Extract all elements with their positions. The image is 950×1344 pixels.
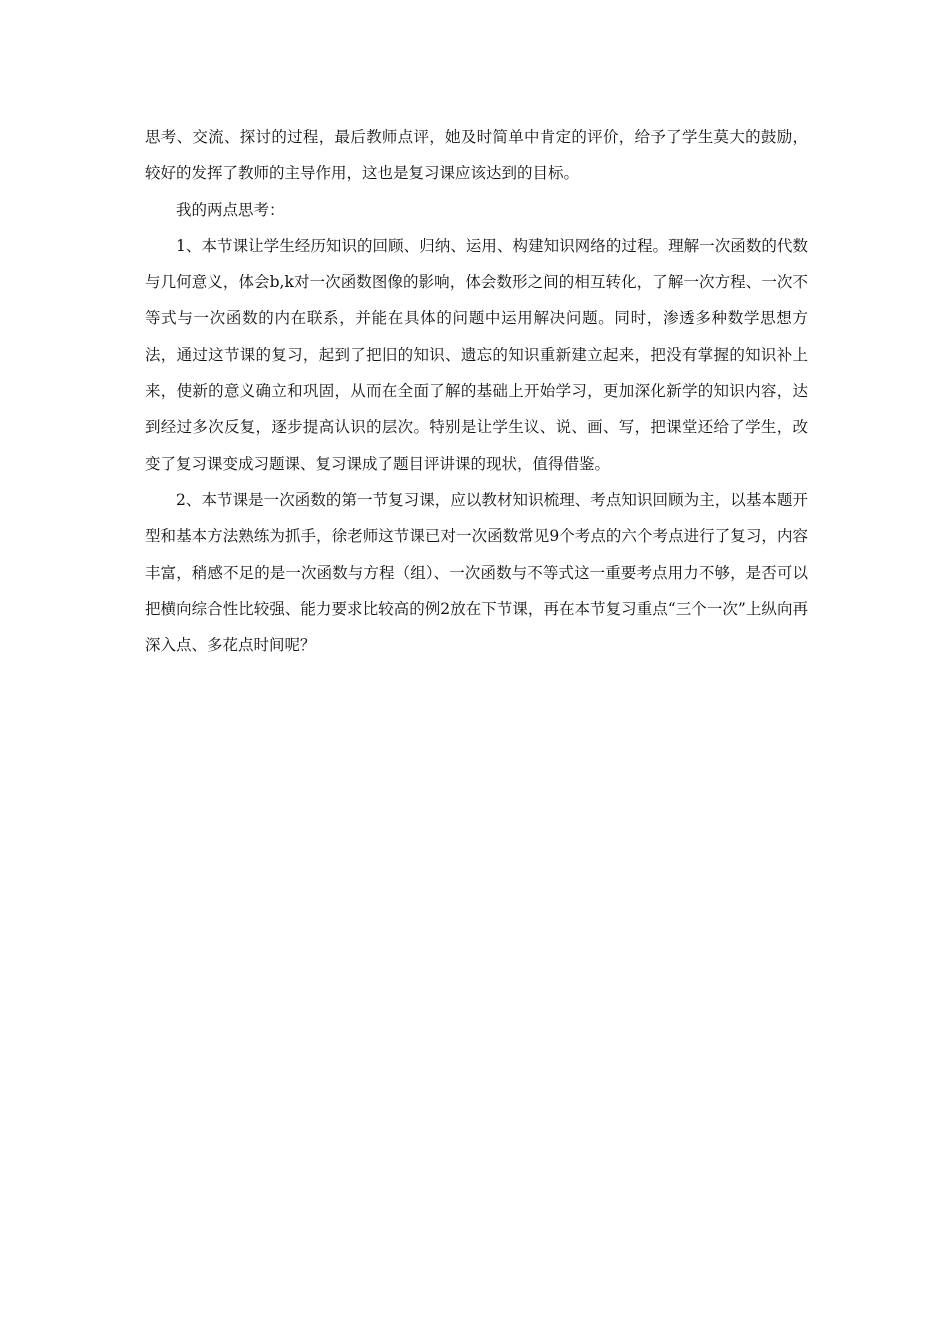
- document-body: [145, 119, 808, 663]
- paragraph-continuation: 思考、交流、探讨的过程，最后教师点评，她及时简单中肯定的评价，给予了学生莫大的鼓励，较好的发挥了教师的主导作用，这也是复习课应该达到的目标。: [145, 128, 808, 183]
- paragraph-heading: 我的两点思考：: [176, 200, 285, 219]
- paragraph-point-1: 1、本节课让学生经历知识的回顾、归纳、运用、构建知识网络的过程。理解一次函数的代数与几何意义，体会b,k对一次函数图像的影响，体会数形之间的相互转化，了解一次方程、一次不等式与一次函数的内在联系，并能在具体的问题中运用解决问题。同时，渗透多种数学思想方法，通过这节课的复习，起到了把旧的知识、遗忘的知识重新建立起来，把没有掌握的知识补上来，使新的意义确立和巩固，从而在全面了解的基础上开始学习，更加深化新学的知识内容，达到经过多次反复，逐步提高认识的层次。特别是让学生议、说、画、写，把课堂还给了学生，改变了复习课变成习题课、复习课成了题目评讲课的现状，值得借鉴。: [145, 236, 808, 473]
- paragraph-point-2: 2、本节课是一次函数的第一节复习课，应以教材知识梳理、考点知识回顾为主，以基本题开型和基本方法熟练为抓手，徐老师这节课已对一次函数常见9个考点的六个考点进行了复习，内容丰富，稍感不足的是一次函数与方程（组）、一次函数与不等式这一重要考点用力不够，是否可以把横向综合性比较强、能力要求比较高的例2放在下节课，再在本节复习重点“三个一次”上纵向再深入点、多花点时间呢？: [145, 490, 808, 655]
